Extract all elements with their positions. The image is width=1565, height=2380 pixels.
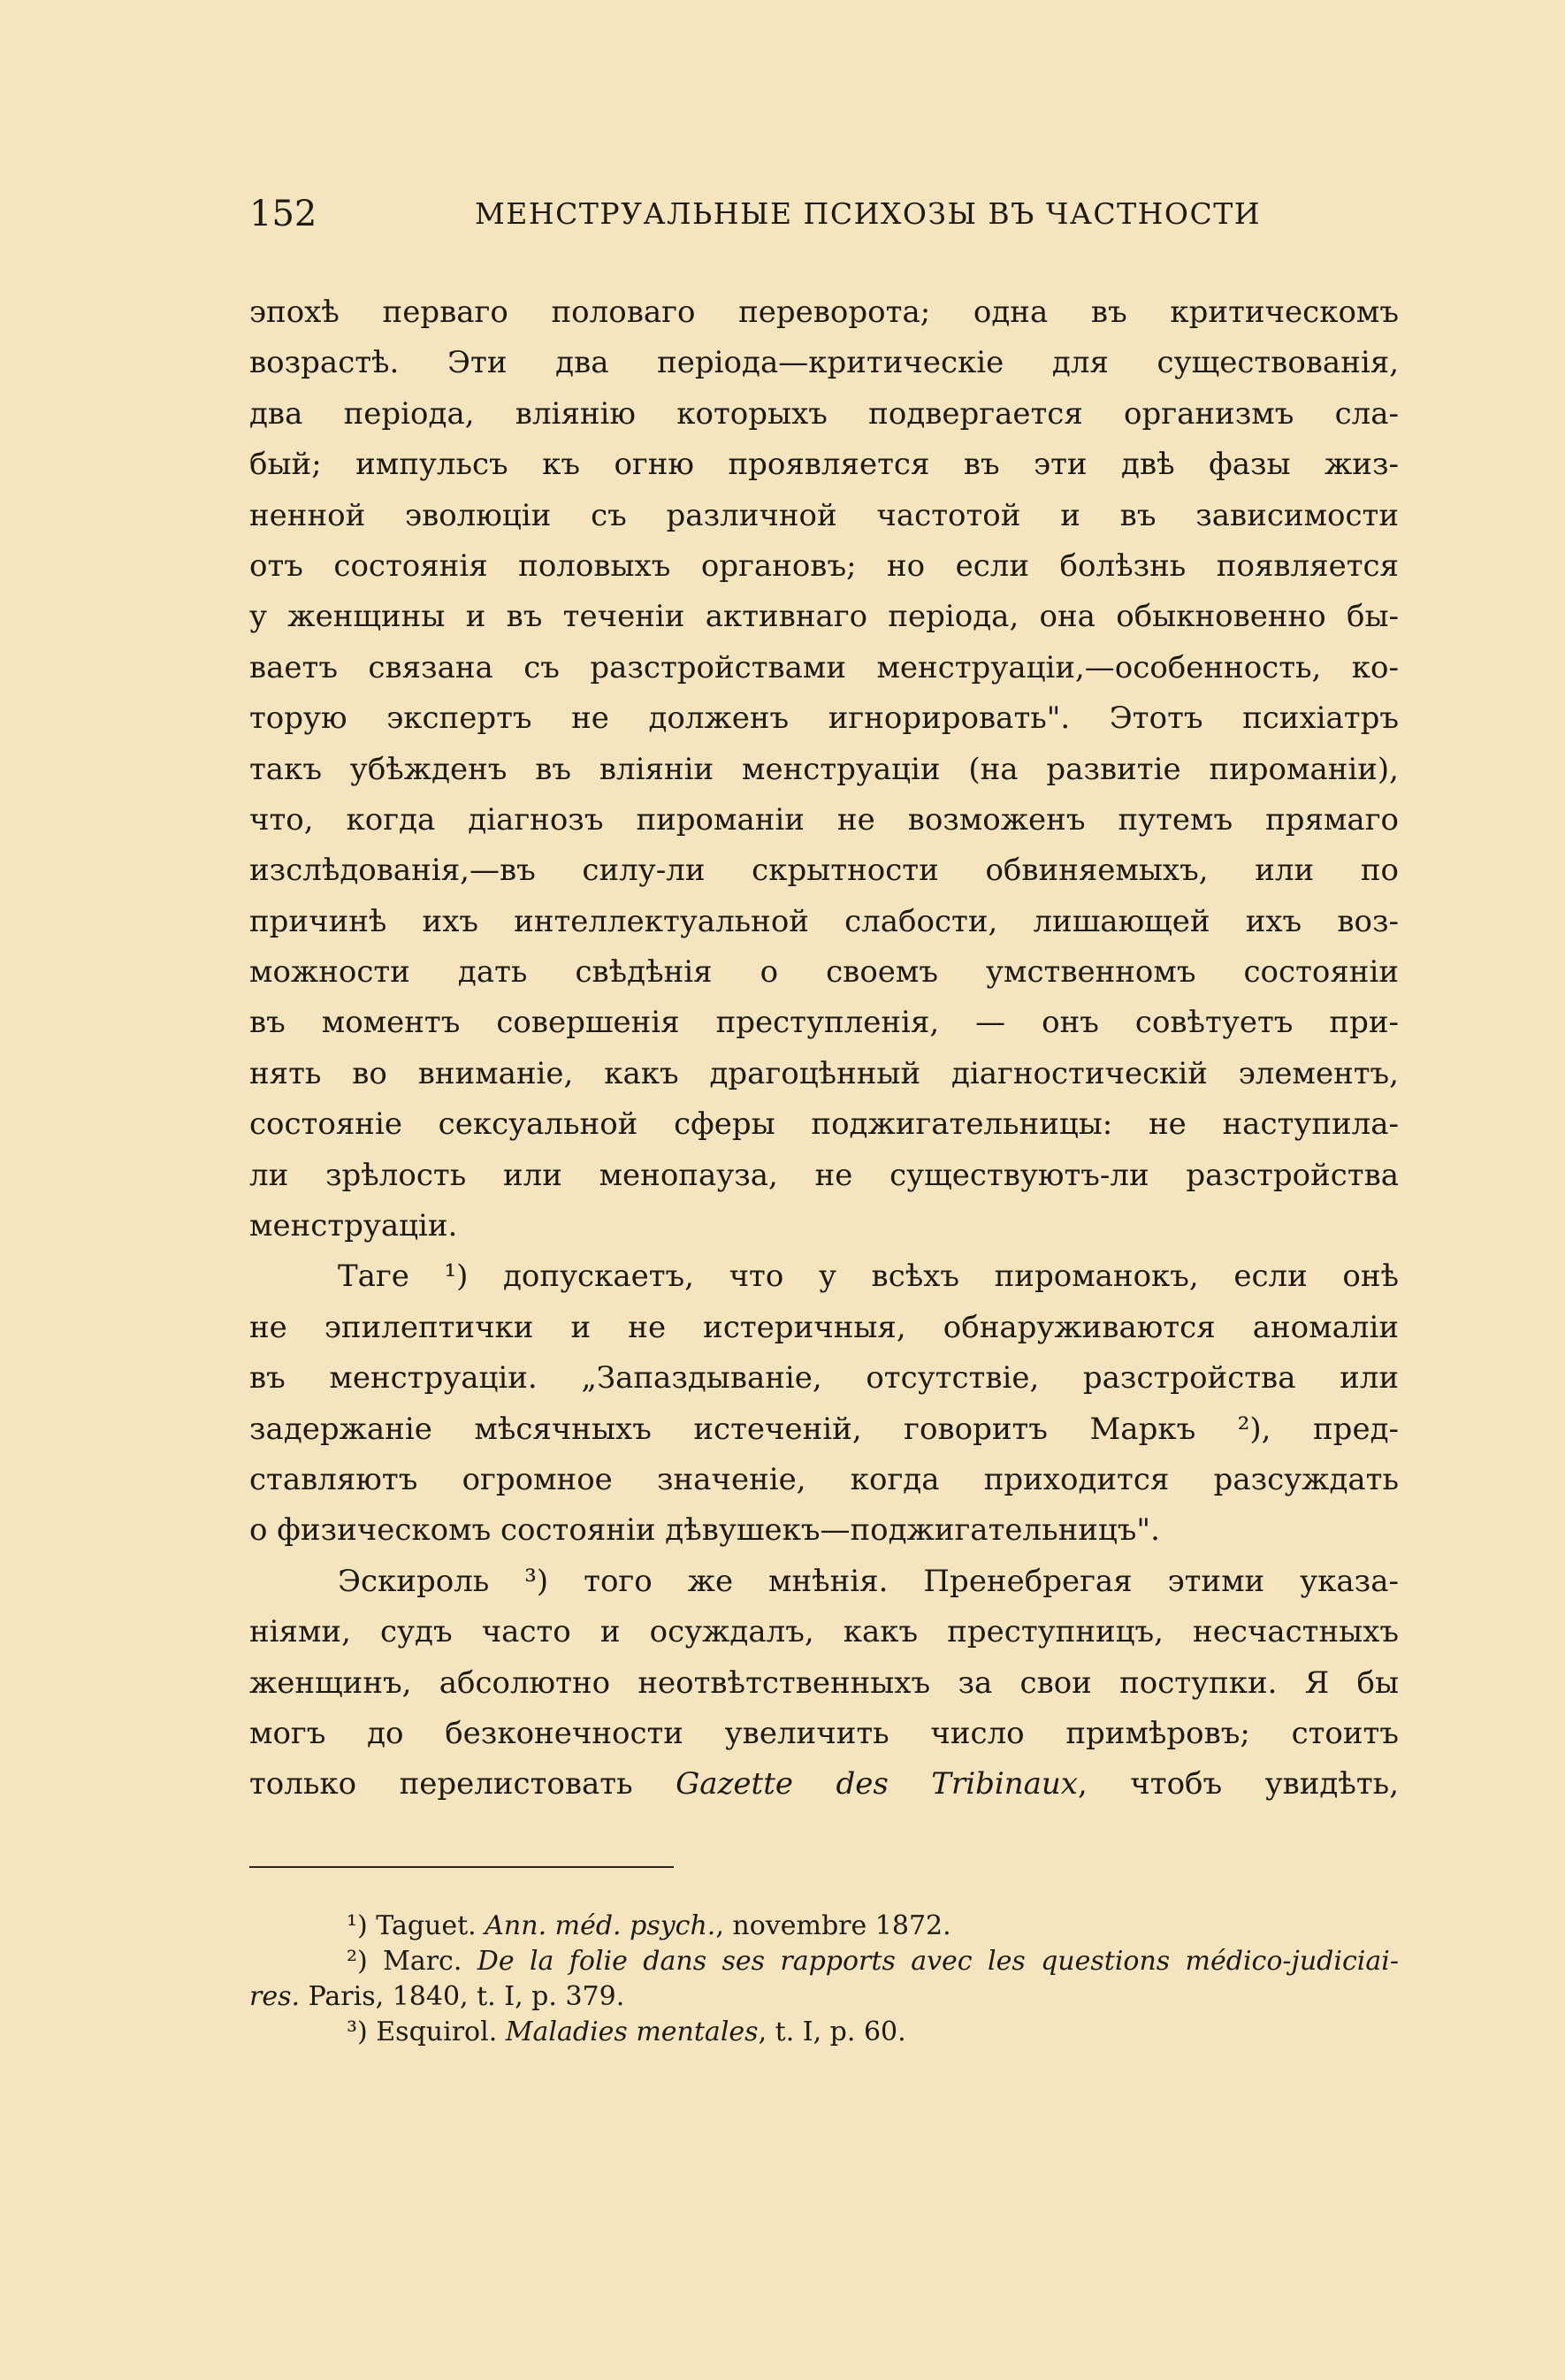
text-line: бый; импульсъ къ огню проявляется въ эти двѣ фазы жиз- (249, 447, 1399, 483)
text-line: состояніе сексуальной сферы поджигательницы: не наступила- (249, 1106, 1399, 1143)
footnote-separator (249, 1866, 674, 1868)
text-line: эпохѣ перваго половаго переворота; одна въ критическомъ (249, 295, 1399, 330)
footnotes (249, 1909, 1399, 2050)
footnote-title: Ann. méd. psych. (485, 1910, 716, 1941)
text-fragment: только перелистовать (249, 1766, 633, 1802)
footnote-author: Taguet. (376, 1910, 477, 1941)
text-line: ніями, судъ часто и осуждалъ, какъ преступницъ, несчастныхъ (249, 1614, 1399, 1650)
paragraph-start-line: Эскироль ³) того же мнѣнія. Пренебрегая этими указа- (338, 1563, 1399, 1599)
running-head: МЕНСТРУАЛЬНЫЕ ПСИХОЗЫ ВЪ ЧАСТНОСТИ (475, 196, 1262, 231)
footnote-mark: ²) (347, 1946, 368, 1977)
text-line: что, когда діагнозъ пироманіи не возможенъ путемъ прямаго (249, 801, 1399, 838)
footnote (249, 1909, 1399, 1944)
footnote-mark: ¹) (347, 1910, 368, 1941)
footnote-title: res. (249, 1981, 301, 2012)
text-line: ли зрѣлость или менопауза, не существуютъ-ли разстройства (249, 1157, 1399, 1193)
footnote-rest: Paris, 1840, t. I, p. 379. (300, 1981, 625, 2012)
text-line: въ менструаціи. „Запаздываніе, отсутствіе, разстройства или (249, 1360, 1399, 1397)
footnote-mark: ³) (347, 2016, 368, 2047)
text-line: задержаніе мѣсячныхъ истеченій, говоритъ Маркъ ²), пред- (249, 1411, 1399, 1447)
text-line: два періода, вліянію которыхъ подвергается организмъ сла- (249, 395, 1399, 432)
footnote-rest: , novembre 1872. (715, 1910, 951, 1941)
text-line: можности дать свѣдѣнія о своемъ умственномъ состояніи (249, 954, 1399, 991)
text-line: изслѣдованія,—въ силу-ли скрытности обвиняемыхъ, или по (249, 853, 1399, 889)
page-number: 152 (249, 194, 317, 234)
footnote-continuation (249, 1979, 1399, 2015)
text-line: ненной эволюціи съ различной частотой и въ зависимости (249, 497, 1399, 533)
text-fragment: , чтобъ увидѣть, (1077, 1766, 1399, 1802)
footnote-author: Marc. (383, 1946, 462, 1977)
text-line: о физическомъ состояніи дѣвушекъ—поджигательницъ". (249, 1512, 1160, 1549)
text-line: ваетъ связана съ разстройствами менструаціи,—особенность, ко- (249, 649, 1399, 685)
text-line: не эпилептички и не истеричныя, обнаруживаются аномаліи (249, 1309, 1399, 1345)
footnote-title: De la folie dans ses rapports avec les questions médico-judiciai- (477, 1946, 1399, 1977)
text-line: женщинъ, абсолютно неотвѣтственныхъ за свои поступки. Я бы (249, 1664, 1399, 1701)
text-line: торую экспертъ не долженъ игнорировать". Этотъ психіатръ (249, 700, 1399, 737)
footnote (249, 1944, 1399, 1979)
text-line: могъ до безконечности увеличить число примѣровъ; стоитъ (249, 1715, 1399, 1751)
footnote (249, 2015, 1399, 2050)
text-line: нять во вниманіе, какъ драгоцѣнный діагностическій элементъ, (249, 1055, 1399, 1091)
text-line: ставляютъ огромное значеніе, когда приходится разсуждать (249, 1461, 1399, 1497)
text-line: въ моментъ совершенія преступленія, — онъ совѣтуетъ при- (249, 1005, 1399, 1041)
journal-title: Gazette des Tribinaux (676, 1766, 1078, 1802)
text-line: отъ состоянія половыхъ органовъ; но если болѣзнь появляется (249, 547, 1399, 584)
text-line (249, 1759, 1399, 1810)
footnote-rest: , t. I, p. 60. (758, 2016, 906, 2047)
body-text (249, 287, 1399, 1810)
page-header (249, 187, 1399, 241)
text-line: у женщины и въ теченіи активнаго періода, она обыкновенно бы- (249, 599, 1399, 635)
text-line: такъ убѣжденъ въ вліяніи менструаціи (на развитіе пироманіи), (249, 751, 1399, 787)
footnote-author: Esquirol. (376, 2016, 498, 2047)
text-line: возрастѣ. Эти два періода—критическіе для существованія, (249, 345, 1399, 381)
text-line: менструаціи. (249, 1208, 458, 1244)
footnote-title: Maladies mentales (505, 2016, 759, 2047)
paragraph-start-line: Таге ¹) допускаетъ, что у всѣхъ пироманокъ, если онѣ (338, 1259, 1399, 1295)
text-line: причинѣ ихъ интеллектуальной слабости, лишающей ихъ воз- (249, 903, 1399, 939)
